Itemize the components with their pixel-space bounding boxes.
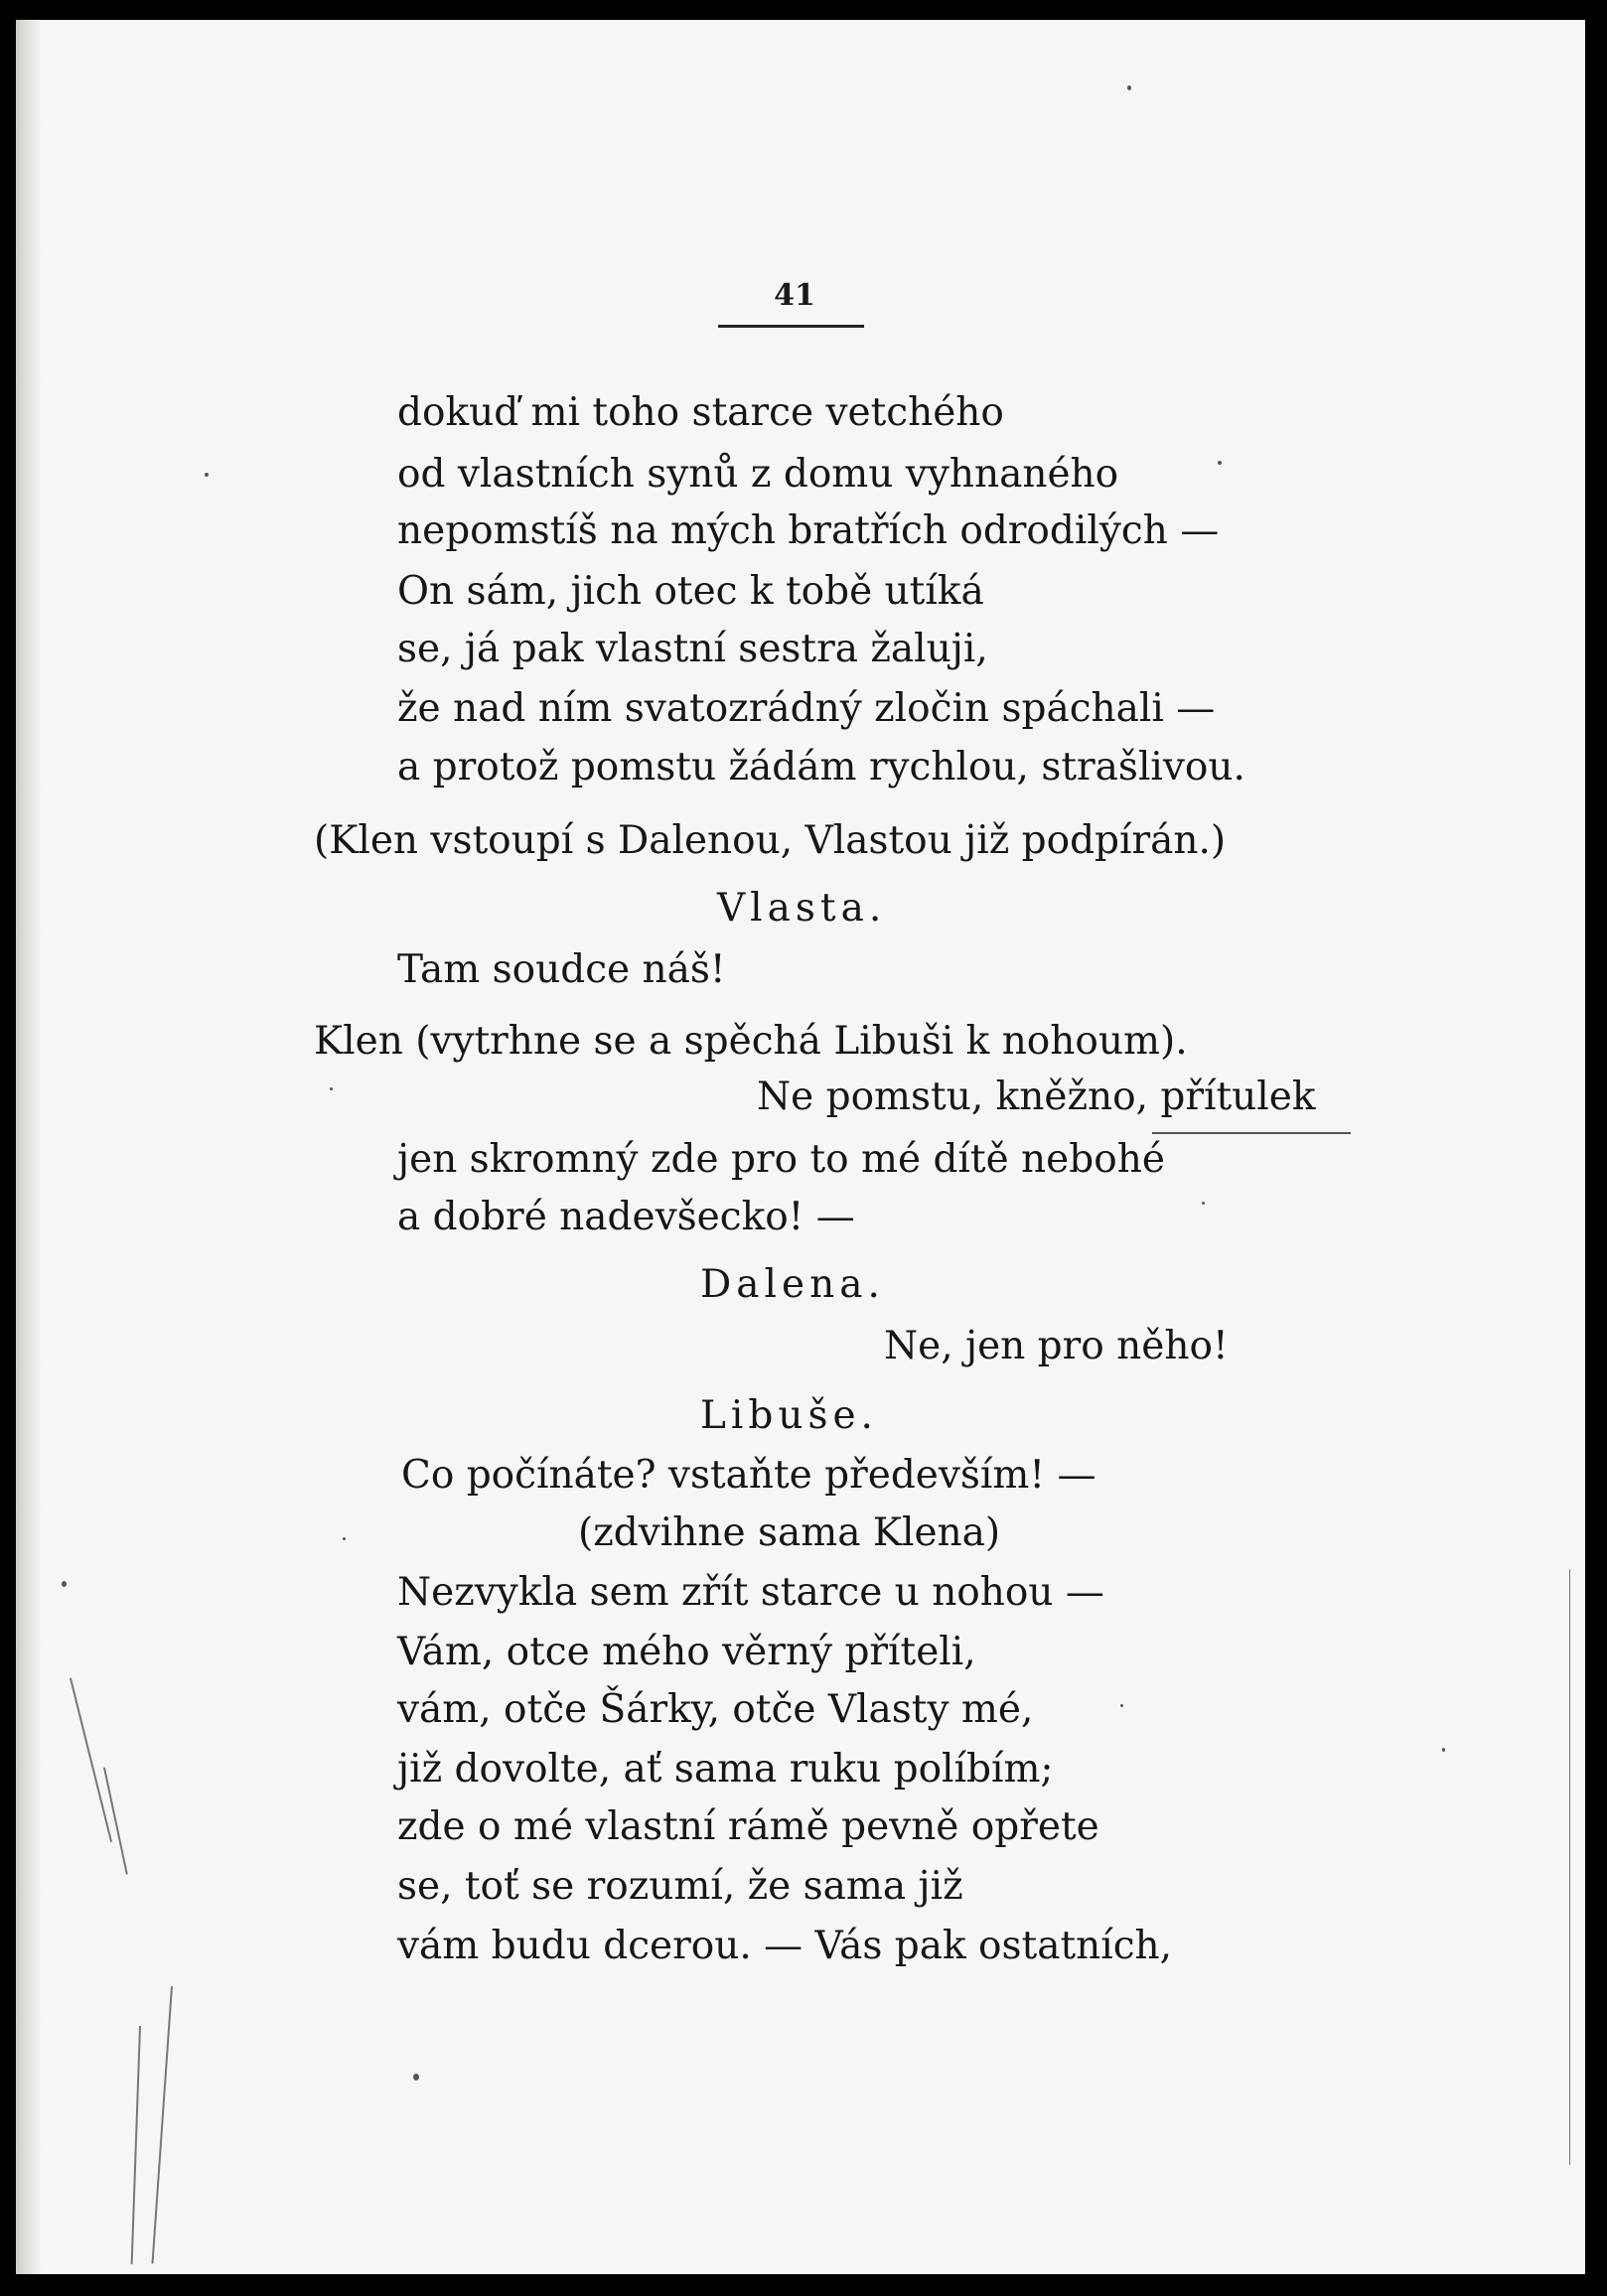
scan-scratch: [1569, 1569, 1570, 2165]
speaker-name: Vlasta.: [717, 886, 887, 931]
speaker-name: Dalena.: [700, 1262, 885, 1307]
verse-line: Nezvykla sem zřít starce u nohou —: [397, 1570, 1104, 1615]
scan-speck: [62, 1581, 67, 1587]
speaker-name: Libuše.: [700, 1393, 878, 1438]
verse-line: Ne, jen pro něho!: [884, 1324, 1229, 1368]
verse-line: vám, otče Šárky, otče Vlasty mé,: [397, 1687, 1034, 1732]
scan-speck: [1120, 1704, 1123, 1707]
page-number: 41: [774, 278, 815, 313]
stage-direction: (zdvihne sama Klena): [578, 1510, 1001, 1555]
verse-line: Ne pomstu, kněžno, přítulek: [757, 1075, 1316, 1119]
verse-line: Vám, otce mého věrný příteli,: [397, 1630, 976, 1674]
verse-line: se, toť se rozumí, že sama již: [397, 1864, 963, 1909]
verse-line: a dobré nadevšecko! —: [397, 1195, 855, 1239]
scan-speck: [1218, 461, 1222, 465]
scan-border-bottom: [0, 2274, 1607, 2296]
scan-speck: [343, 1537, 346, 1540]
stage-direction: (Klen vstoupí s Dalenou, Vlastou již podpírán.): [314, 818, 1227, 863]
verse-line: že nad ním svatozrádný zločin spáchali —: [397, 686, 1216, 731]
verse-line: dokuď mi toho starce vetchého: [397, 390, 1004, 435]
scan-speck: [330, 1087, 333, 1090]
scan-border-right: [1585, 0, 1607, 2296]
scan-border-top: [0, 0, 1607, 20]
speaker-with-direction: Klen (vytrhne se a spěchá Libuši k nohoum).: [314, 1019, 1188, 1064]
scan-speck: [413, 2074, 419, 2081]
verse-line: nepomstíš na mých bratřích odrodilých —: [397, 508, 1220, 553]
scan-speck: [205, 473, 209, 477]
verse-line: od vlastních synů z domu vyhnaného: [397, 452, 1119, 497]
scan-speck: [1202, 1202, 1205, 1205]
verse-line: vám budu dcerou. — Vás pak ostatních,: [397, 1924, 1173, 1968]
verse-line: Co počínáte? vstaňte především! —: [401, 1453, 1096, 1498]
scan-border-left: [0, 0, 16, 2296]
verse-line: Tam soudce náš!: [397, 947, 726, 992]
scan-speck: [1442, 1748, 1445, 1752]
verse-line: zde o mé vlastní rámě pevně opřete: [397, 1804, 1099, 1849]
verse-line: jen skromný zde pro to mé dítě nebohé: [397, 1137, 1165, 1182]
faint-rule: [1152, 1132, 1351, 1134]
verse-line: se, já pak vlastní sestra žaluji,: [397, 627, 988, 671]
verse-line: a protož pomstu žádám rychlou, strašlivou.: [397, 745, 1245, 789]
scan-speck: [1127, 85, 1131, 90]
page-number-rule: [718, 325, 864, 328]
verse-line: On sám, jich otec k tobě utíká: [397, 569, 984, 614]
spine-shadow: [16, 20, 42, 2274]
verse-line: již dovolte, ať sama ruku políbím;: [397, 1747, 1054, 1792]
